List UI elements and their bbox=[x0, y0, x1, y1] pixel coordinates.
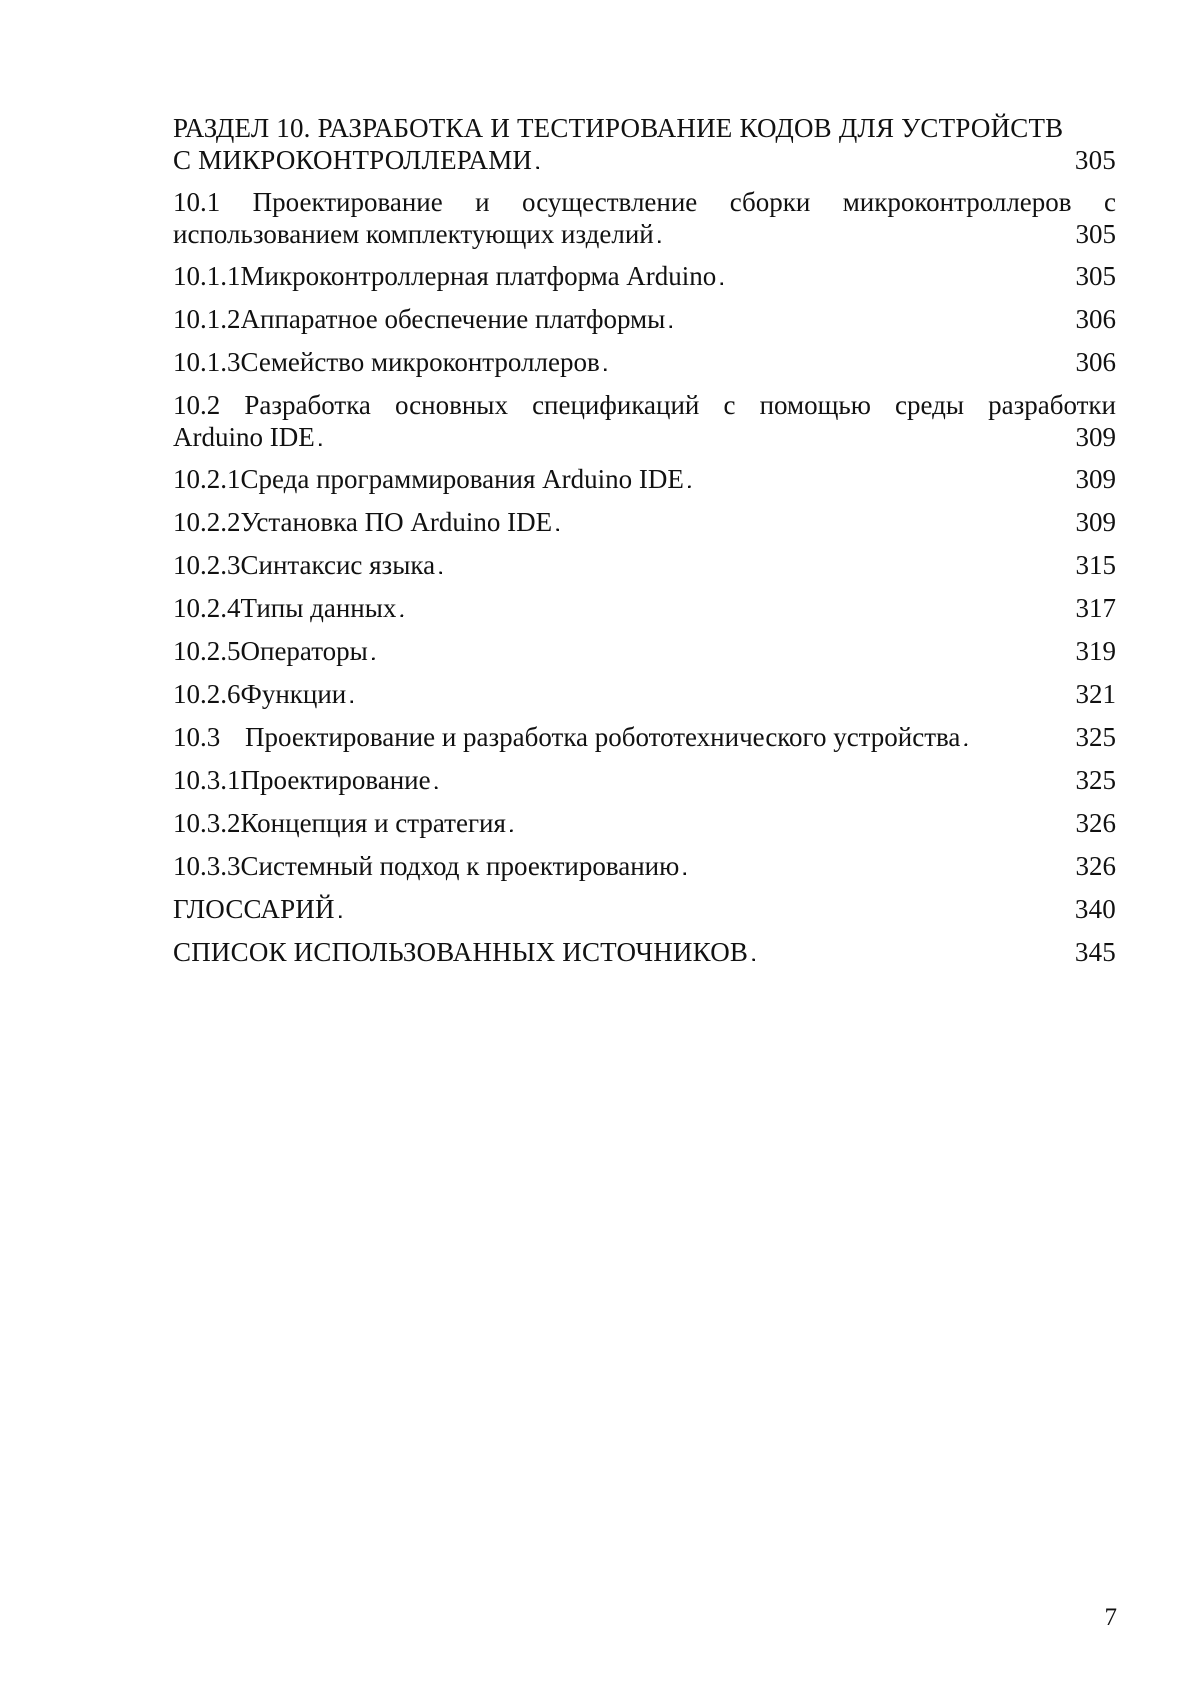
toc-dot-leader bbox=[438, 550, 1072, 584]
toc-entry-10-2-5 bbox=[173, 636, 1116, 667]
toc-entry-number: 10.2.2 bbox=[173, 507, 241, 537]
toc-entry-word: Разработка bbox=[244, 390, 371, 420]
toc-dot-leader bbox=[318, 422, 1073, 456]
toc-entry-word: с bbox=[723, 390, 736, 420]
toc-entry-number: 10.2 bbox=[173, 390, 221, 420]
toc-entry-word: сборки bbox=[729, 187, 811, 217]
toc-entry-number: 10.2.4 bbox=[173, 593, 241, 623]
toc-entry-10-2-6 bbox=[173, 679, 1116, 710]
toc-entry-title: Проектирование и разработка робототехнического устройства bbox=[245, 722, 961, 752]
toc-entry-10-3 bbox=[173, 722, 1116, 753]
toc-entry-title-continued: использованием комплектующих изделий bbox=[173, 219, 654, 249]
toc-entry-number: 10.2.6 bbox=[173, 679, 241, 709]
toc-dot-leader bbox=[349, 679, 1072, 713]
toc-entry-title: ГЛОССАРИЙ bbox=[173, 894, 335, 924]
toc-dot-leader bbox=[963, 722, 1072, 756]
toc-entry-line-justified bbox=[173, 187, 1116, 219]
toc-entry-title: Проектирование bbox=[240, 765, 431, 795]
toc-entry-line bbox=[173, 145, 1116, 176]
toc-dot-leader bbox=[719, 261, 1072, 295]
toc-entry-title: Семейство микроконтроллеров bbox=[240, 347, 600, 377]
toc-entry-line-justified bbox=[173, 390, 1116, 422]
toc-entry-title: Микроконтроллерная платформа Arduino bbox=[240, 261, 717, 291]
toc-entry-number: 10.1.1 bbox=[173, 261, 241, 291]
toc-dot-leader bbox=[509, 808, 1073, 842]
toc-entry-10-2-1 bbox=[173, 464, 1116, 495]
toc-dot-leader bbox=[434, 765, 1073, 799]
toc-entry-number: 10.3.1 bbox=[173, 765, 241, 795]
toc-entry-10-1-2 bbox=[173, 304, 1116, 335]
toc-entry-line bbox=[173, 422, 1116, 453]
toc-entry-glossary bbox=[173, 894, 1116, 925]
toc-entry-title: Аппаратное обеспечение платформы bbox=[240, 304, 666, 334]
toc-page-number: 309 bbox=[1075, 464, 1116, 494]
toc-page-number: 305 bbox=[1075, 261, 1116, 291]
toc-page-number: 306 bbox=[1075, 347, 1116, 377]
toc-entry-title: Функции bbox=[240, 679, 347, 709]
toc-entry-line bbox=[173, 219, 1116, 250]
toc-entry-10-2-2 bbox=[173, 507, 1116, 538]
toc-entry-10-3-1 bbox=[173, 765, 1116, 796]
toc-dot-leader bbox=[668, 304, 1072, 338]
toc-entry-title: СПИСОК ИСПОЛЬЗОВАННЫХ ИСТОЧНИКОВ bbox=[173, 937, 749, 967]
toc-entry-word: среды bbox=[894, 390, 964, 420]
toc-entry-word: осуществление bbox=[522, 187, 698, 217]
toc-dot-leader bbox=[751, 937, 1072, 971]
toc-entry-word: с bbox=[1103, 187, 1116, 217]
toc-page-number: 317 bbox=[1075, 593, 1116, 623]
toc-entry-word: и bbox=[475, 187, 490, 217]
toc-entry-title: Среда программирования Arduino IDE bbox=[240, 464, 684, 494]
toc-entry-title: Установка ПО Arduino IDE bbox=[240, 507, 553, 537]
toc-entry-word: основных bbox=[395, 390, 508, 420]
toc-entry-10-1-1 bbox=[173, 261, 1116, 292]
toc-page-number: 326 bbox=[1075, 851, 1116, 881]
toc-entry-number: 10.3 bbox=[173, 722, 221, 752]
toc-page-number: 325 bbox=[1075, 765, 1116, 795]
toc-entry-number: 10.2.5 bbox=[173, 636, 241, 666]
toc-entry-10-3-3 bbox=[173, 851, 1116, 882]
toc-entry-chapter-10 bbox=[173, 113, 1116, 176]
toc-entry-10-2-3 bbox=[173, 550, 1116, 581]
toc-dot-leader bbox=[657, 219, 1073, 253]
toc-page-number: 345 bbox=[1074, 937, 1116, 967]
toc-entry-title-continued: Arduino IDE bbox=[173, 422, 315, 452]
toc-entry-sources bbox=[173, 937, 1116, 968]
toc-entry-word: спецификаций bbox=[532, 390, 700, 420]
toc-page-number: 305 bbox=[1074, 145, 1116, 175]
toc-dot-leader bbox=[535, 145, 1072, 179]
toc-page-number: 309 bbox=[1075, 422, 1116, 452]
toc-entry-number: 10.1.2 bbox=[173, 304, 241, 334]
toc-entry-word: разработки bbox=[988, 390, 1116, 420]
toc-entry-10-3-2 bbox=[173, 808, 1116, 839]
toc-entry-number: 10.2.3 bbox=[173, 550, 241, 580]
toc-entry-word: микроконтроллеров bbox=[842, 187, 1072, 217]
toc-entry-10-1-3 bbox=[173, 347, 1116, 378]
toc-entry-10-2-4 bbox=[173, 593, 1116, 624]
toc-entry-word: Проектирование bbox=[252, 187, 443, 217]
toc-dot-leader bbox=[682, 851, 1072, 885]
toc-entry-line bbox=[173, 113, 1116, 145]
toc-page-number: 325 bbox=[1075, 722, 1116, 752]
toc-dot-leader bbox=[399, 593, 1072, 627]
toc-dot-leader bbox=[371, 636, 1073, 670]
table-of-contents bbox=[173, 113, 1116, 980]
toc-dot-leader bbox=[338, 894, 1072, 928]
toc-page-number: 309 bbox=[1075, 507, 1116, 537]
toc-page-number: 340 bbox=[1074, 894, 1116, 924]
toc-entry-number: 10.3.3 bbox=[173, 851, 241, 881]
toc-entry-10-1 bbox=[173, 187, 1116, 250]
toc-dot-leader bbox=[555, 507, 1072, 541]
toc-page-number: 319 bbox=[1075, 636, 1116, 666]
toc-entry-number: 10.3.2 bbox=[173, 808, 241, 838]
toc-page-number: 321 bbox=[1075, 679, 1116, 709]
toc-entry-title: Концепция и стратегия bbox=[240, 808, 506, 838]
toc-entry-title-continued: С МИКРОКОНТРОЛЛЕРАМИ bbox=[173, 145, 533, 175]
toc-entry-title: Типы данных bbox=[240, 593, 397, 623]
footer-page-number: 7 bbox=[1104, 1604, 1117, 1631]
toc-entry-number: 10.2.1 bbox=[173, 464, 241, 494]
toc-entry-title: РАЗДЕЛ 10. РАЗРАБОТКА И ТЕСТИРОВАНИЕ КОДОВ ДЛЯ УСТРОЙСТВ bbox=[173, 113, 1064, 143]
toc-page-number: 306 bbox=[1075, 304, 1116, 334]
toc-page-number: 315 bbox=[1075, 550, 1116, 580]
toc-entry-title: Синтаксис языка bbox=[240, 550, 436, 580]
toc-entry-title: Операторы bbox=[240, 636, 368, 666]
toc-page-number: 326 bbox=[1075, 808, 1116, 838]
toc-entry-word: помощью bbox=[759, 390, 871, 420]
toc-entry-title: Системный подход к проектированию bbox=[240, 851, 680, 881]
toc-dot-leader bbox=[687, 464, 1073, 498]
toc-entry-10-2 bbox=[173, 390, 1116, 453]
toc-dot-leader bbox=[603, 347, 1073, 381]
toc-entry-number: 10.1.3 bbox=[173, 347, 241, 377]
toc-entry-number: 10.1 bbox=[173, 187, 221, 217]
toc-page-number: 305 bbox=[1075, 219, 1116, 249]
